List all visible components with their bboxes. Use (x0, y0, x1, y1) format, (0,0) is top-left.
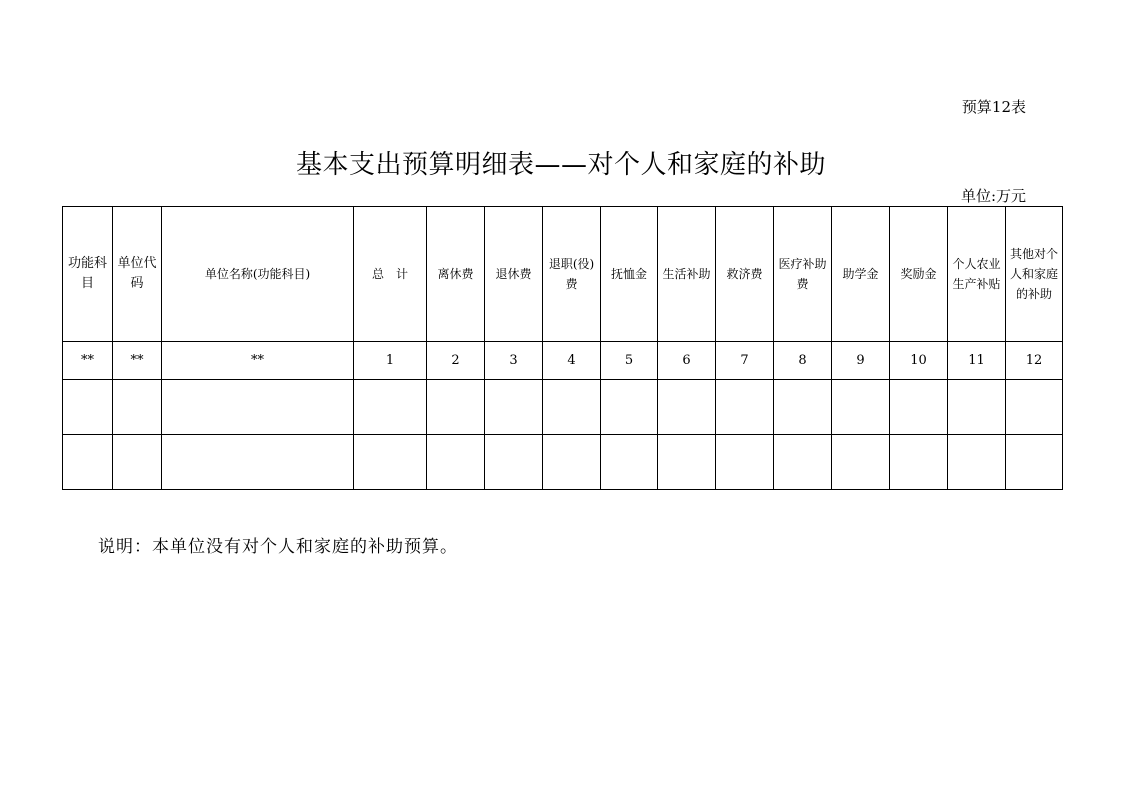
header-cell-medical-subsidy: 医疗补助费 (774, 207, 832, 342)
table-row (63, 435, 1063, 490)
table-row (63, 342, 1063, 380)
table-cell: 2 (427, 342, 485, 380)
header-cell-unit-code: 单位代码 (113, 207, 162, 342)
header-cell-function-subject: 功能科目 (63, 207, 113, 342)
table-cell: 1 (354, 342, 427, 380)
table-cell: 6 (658, 342, 716, 380)
table-cell: 4 (543, 342, 601, 380)
table-cell (601, 435, 658, 490)
header-cell-unit-name: 单位名称(功能科目) (162, 207, 354, 342)
table-cell (427, 380, 485, 435)
table-cell (162, 435, 354, 490)
table-cell: 9 (832, 342, 890, 380)
table-cell (354, 435, 427, 490)
table-cell (162, 380, 354, 435)
header-cell-resignation: 退职(役)费 (543, 207, 601, 342)
table-cell: ** (63, 342, 113, 380)
table-cell (113, 435, 162, 490)
table-cell (716, 380, 774, 435)
table-cell (774, 380, 832, 435)
table-cell (716, 435, 774, 490)
table-cell: 3 (485, 342, 543, 380)
table-cell (658, 380, 716, 435)
table-cell (1006, 380, 1063, 435)
table-cell (832, 435, 890, 490)
table-cell: 11 (948, 342, 1006, 380)
table-cell (485, 380, 543, 435)
table-cell (774, 435, 832, 490)
table-cell (63, 380, 113, 435)
table-cell: 8 (774, 342, 832, 380)
table-cell (63, 435, 113, 490)
table-cell (948, 435, 1006, 490)
table-cell: 10 (890, 342, 948, 380)
table-cell (427, 435, 485, 490)
header-cell-agri-subsidy: 个人农业生产补贴 (948, 207, 1006, 342)
table-row (63, 380, 1063, 435)
table-cell (543, 435, 601, 490)
table-cell (890, 380, 948, 435)
table-cell (543, 380, 601, 435)
header-cell-relief: 救济费 (716, 207, 774, 342)
table-cell: 7 (716, 342, 774, 380)
footnote: 说明：本单位没有对个人和家庭的补助预算。 (98, 537, 458, 557)
table-cell: ** (113, 342, 162, 380)
table-cell: 5 (601, 342, 658, 380)
header-cell-retirement: 退休费 (485, 207, 543, 342)
table-cell (832, 380, 890, 435)
header-cell-other-subsidy: 其他对个人和家庭的补助 (1006, 207, 1063, 342)
table-cell (113, 380, 162, 435)
table-cell: 12 (1006, 342, 1063, 380)
table-cell (948, 380, 1006, 435)
unit-label: 单位:万元 (960, 187, 1026, 205)
table-cell (890, 435, 948, 490)
header-cell-total: 总 计 (354, 207, 427, 342)
table-number: 预算12表 (961, 98, 1026, 116)
table-cell (354, 380, 427, 435)
table-cell (485, 435, 543, 490)
header-cell-living-subsidy: 生活补助 (658, 207, 716, 342)
budget-table (62, 206, 1063, 490)
header-cell-award: 奖励金 (890, 207, 948, 342)
table-cell (1006, 435, 1063, 490)
header-row (63, 207, 1063, 342)
header-cell-retirement-veteran: 离休费 (427, 207, 485, 342)
table-cell (658, 435, 716, 490)
header-cell-pension: 抚恤金 (601, 207, 658, 342)
page-title: 基本支出预算明细表——对个人和家庭的补助 (295, 150, 826, 180)
table-cell: ** (162, 342, 354, 380)
table-cell (601, 380, 658, 435)
header-cell-student-aid: 助学金 (832, 207, 890, 342)
